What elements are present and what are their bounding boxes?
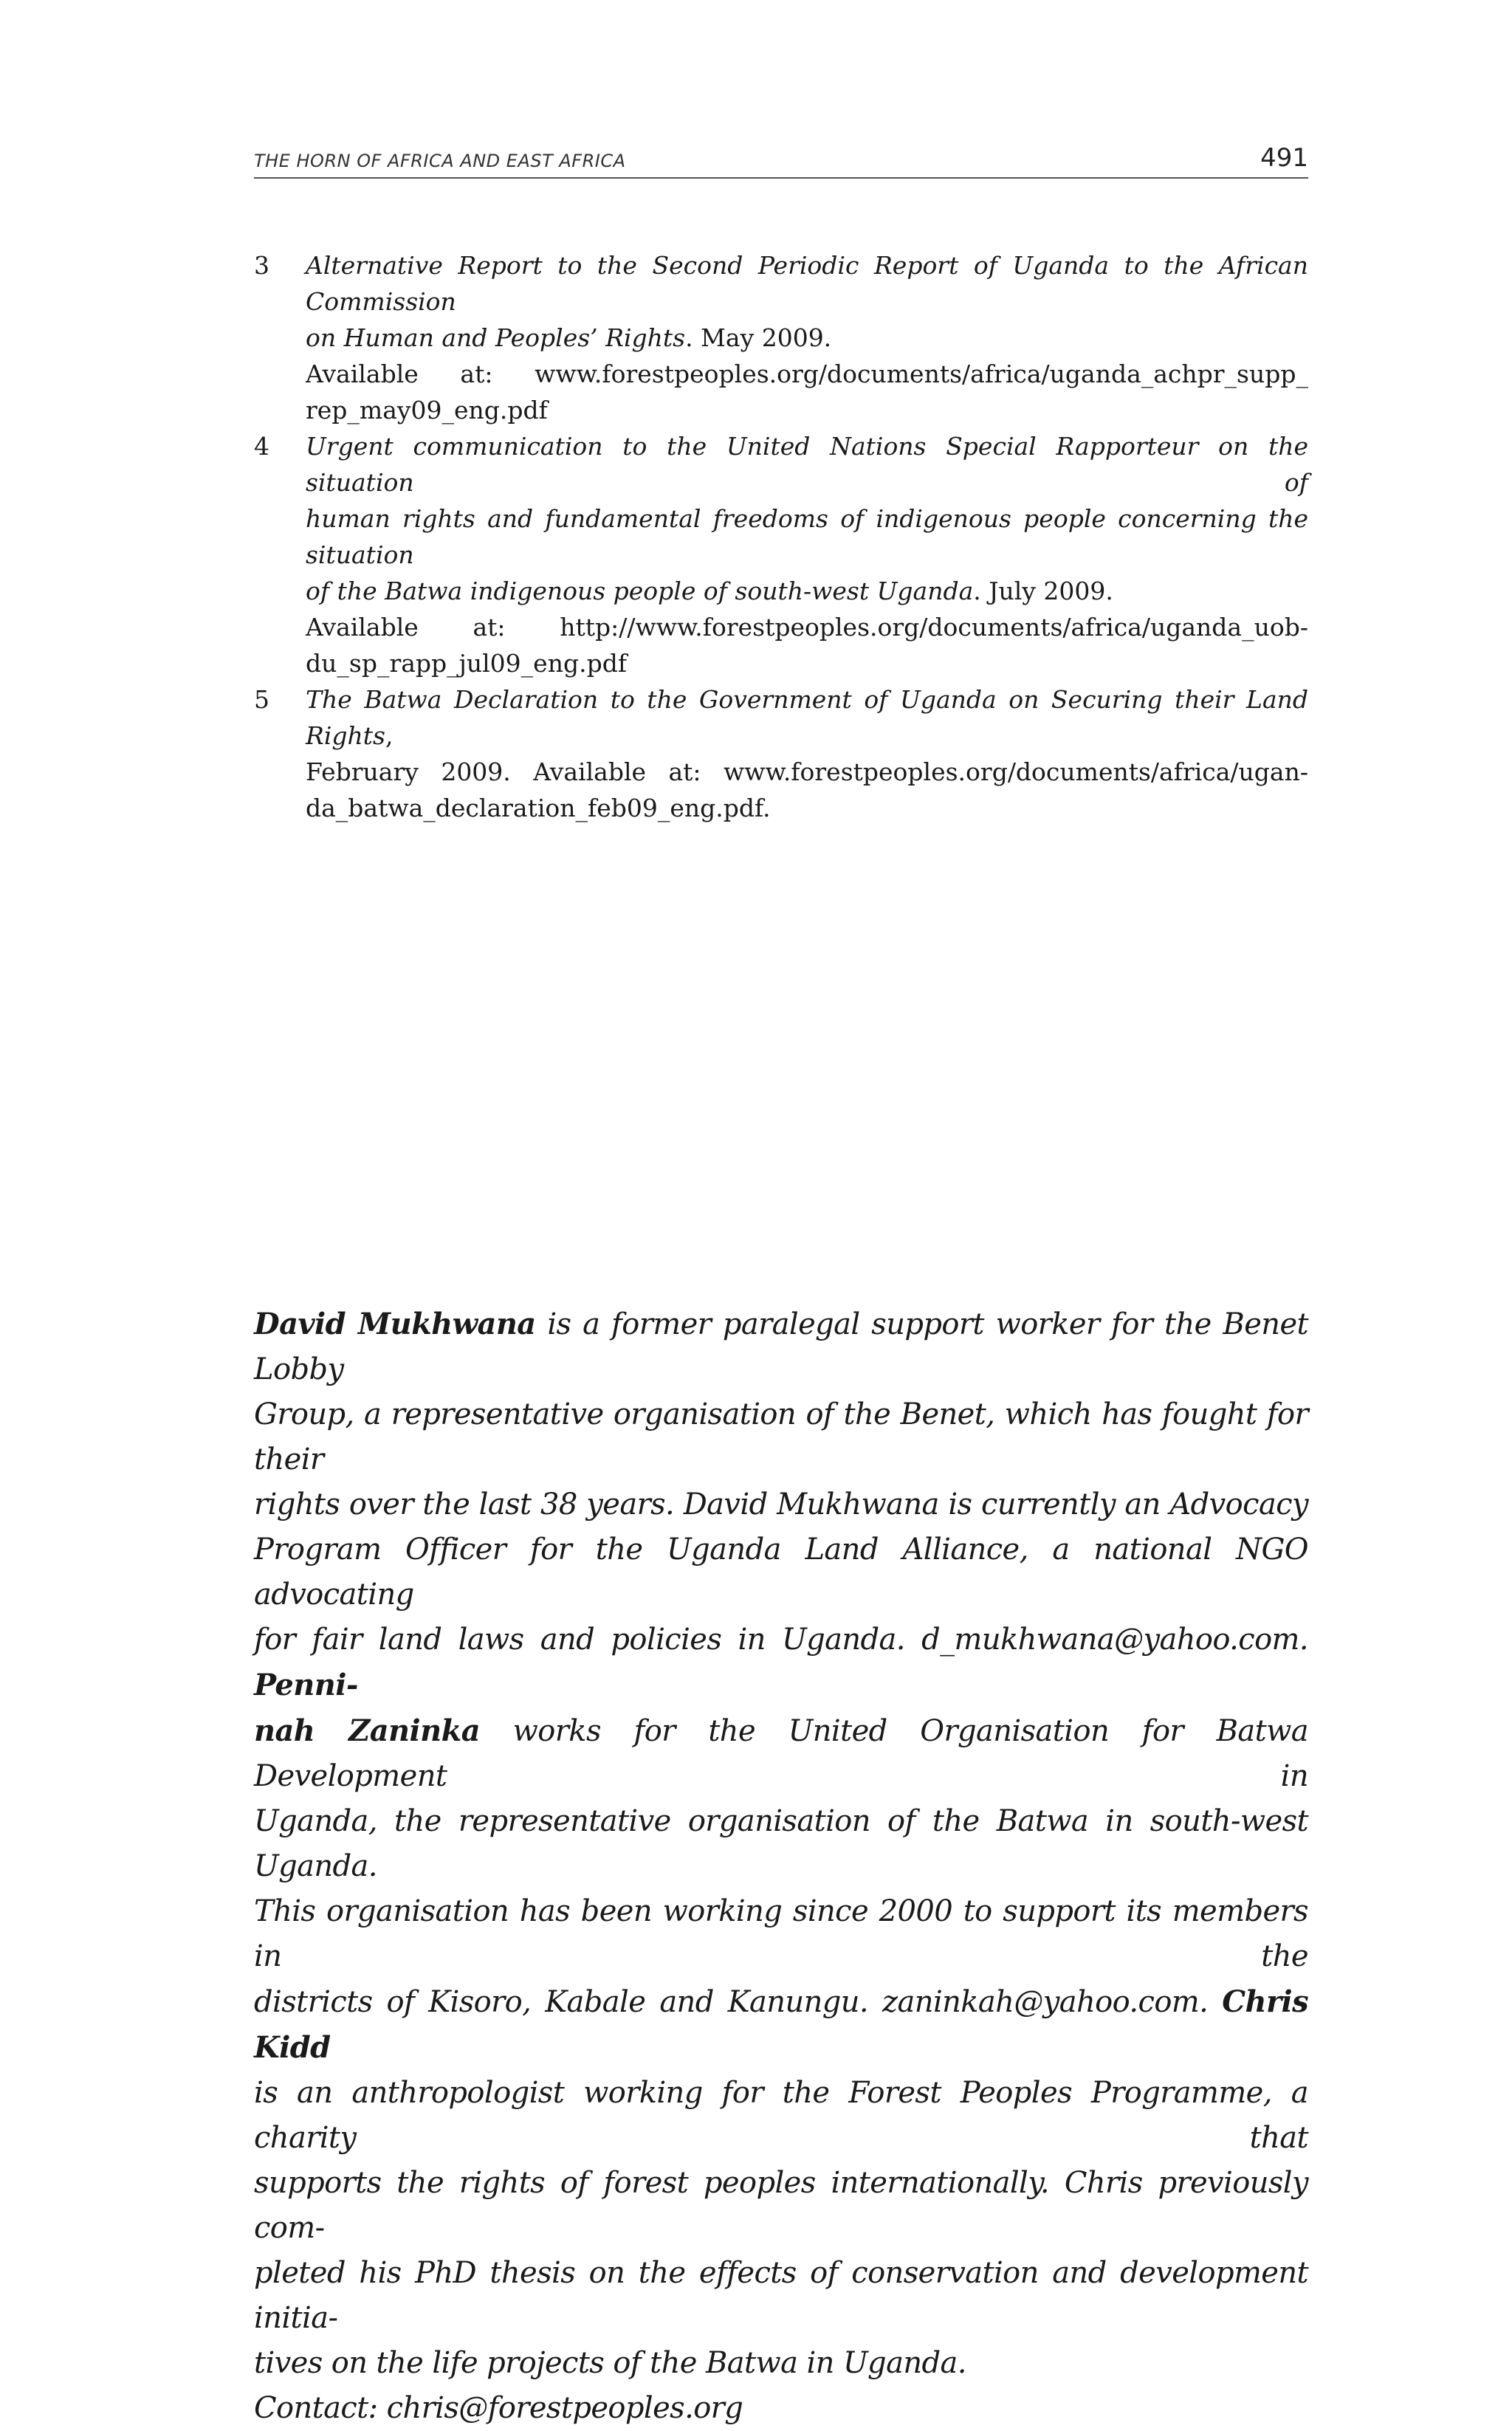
bio-text: tives on the life projects of the Batwa in Uganda. — [254, 2346, 966, 2380]
footnote-link[interactable]: Available at: www.forestpeoples.org/documents/africa/uganda_achpr_supp_ — [306, 360, 1308, 388]
footnote-link[interactable]: February 2009. Available at: www.forestpeoples.org/documents/africa/ugan- — [306, 757, 1308, 786]
bio-text: This organisation has been working since 2000 to support its members in the — [254, 1894, 1308, 1973]
contact-line[interactable]: Contact: chris@forestpeoples.org — [254, 2391, 743, 2425]
footnote-link[interactable]: du_sp_rapp_jul09_eng.pdf — [306, 649, 628, 678]
page-header — [254, 140, 1308, 179]
footnote-number: 3 — [254, 251, 269, 280]
footnote-link[interactable]: Available at: http://www.forestpeoples.org/documents/africa/uganda_uob- — [306, 613, 1308, 642]
bio-text: Group, a representative organisation of the Benet, which has fought for their — [254, 1397, 1308, 1476]
footnote-title: on Human and Peoples’ Rights — [306, 323, 686, 352]
footnote-number: 5 — [254, 685, 269, 714]
footnote-text: , — [385, 721, 394, 750]
bio-text: Program Officer for the Uganda Land Alliance, a national NGO advocating — [254, 1533, 1308, 1612]
footnote-3 — [254, 247, 1308, 428]
footnote-title: of the Batwa indigenous people of south-west Uganda — [306, 577, 974, 605]
bio-text: rights over the last 38 years. David Mukhwana is currently an Advocacy — [254, 1488, 1308, 1521]
bio-text: works for the United Organisation for Batwa Development in — [254, 1714, 1308, 1793]
author-name: Penni- — [254, 1668, 358, 1702]
footnote-link[interactable]: da_batwa_declaration_feb09_eng.pdf. — [306, 794, 771, 822]
footnote-title: Urgent communication to the United Nations Special Rapporteur on the situation of — [306, 432, 1308, 497]
footnote-title: The Batwa Declaration to the Government of Uganda on Securing their Land Rights — [306, 685, 1308, 750]
footnotes — [254, 247, 1308, 826]
footnote-title: Alternative Report to the Second Periodic Report of Uganda to the African Commission — [306, 251, 1308, 316]
footnote-date: . May 2009. — [685, 323, 832, 352]
bio-text: pleted his PhD thesis on the effects of conservation and development initia- — [254, 2256, 1308, 2335]
footnote-title: human rights and fundamental freedoms of indigenous people concerning the situation — [306, 504, 1308, 569]
author-name: nah Zaninka — [254, 1713, 481, 1748]
bio-text: Uganda, the representative organisation of the Batwa in south-west Uganda. — [254, 1804, 1308, 1883]
bio-text: districts of Kisoro, Kabale and Kanungu. zaninkah@yahoo.com. — [254, 1985, 1223, 2019]
author-name: David Mukhwana — [254, 1307, 536, 1341]
footnote-5 — [254, 681, 1308, 826]
footnote-number: 4 — [254, 432, 269, 461]
bio-text: is a former paralegal support worker for the Benet Lobby — [254, 1307, 1308, 1386]
footnote-4 — [254, 428, 1308, 681]
footnote-date: . July 2009. — [973, 577, 1113, 605]
running-head: THE HORN OF AFRICA AND EAST AFRICA — [254, 151, 626, 171]
page-number: 491 — [1260, 143, 1308, 173]
author-name: Chris Kidd — [254, 1984, 1308, 2065]
bio-text: supports the rights of forest peoples internationally. Chris previously com- — [254, 2166, 1308, 2245]
bio-text: is an anthropologist working for the Forest Peoples Programme, a charity that — [254, 2076, 1308, 2155]
author-bio — [254, 1302, 1308, 2431]
footnote-link[interactable]: rep_may09_eng.pdf — [306, 396, 548, 424]
bio-text: for fair land laws and policies in Uganda. d_mukhwana@yahoo.com. — [254, 1623, 1308, 1657]
